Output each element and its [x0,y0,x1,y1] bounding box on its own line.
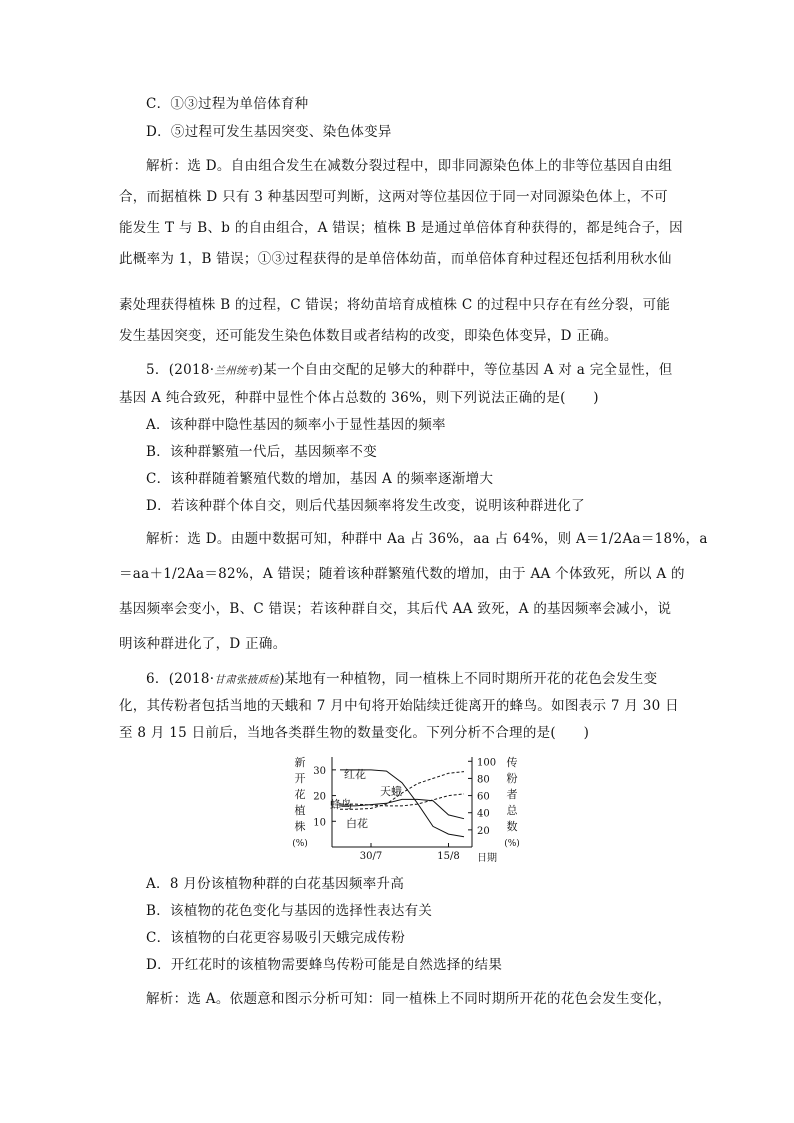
series-label-red-flower: 红花 [344,768,366,781]
analysis-line: 合，而据植株 D 只有 3 种基因型可判断，这两对等位基因位于同一对同源染色体上，不可 [119,189,668,205]
q4-option-c: C．①③过程为单倍体育种 [146,96,309,112]
population-chart [262,752,522,867]
q6-option-c: C．该植物的白花更容易吸引天蛾完成传粉 [146,930,406,946]
left-axis-label-char: 新 [294,756,306,769]
left-tick-label: 30 [313,765,326,777]
analysis-line: 素处理获得植株 B 的过程，C 错误；将幼苗培育成植株 C 的过程中只存在有丝分裂，可能 [119,297,671,313]
x-tick-label: 15/8 [437,851,460,862]
left-axis-label-char: 植 [294,804,306,817]
stem-text: )某一个自由交配的足够大的种群中，等位基因 A 对 a 完全显性，但 [257,362,673,378]
q6-stem [146,671,657,688]
right-tick-label: 20 [477,825,490,837]
left-axis-label-char: 花 [294,788,306,801]
q6-analysis: 解析：选 A。依题意和图示分析可知：同一植株上不同时期所开花的花色会发生变化， [146,991,672,1007]
analysis-line: ＝aa＋1/2Aa＝82%，A 错误；随着该种群繁殖代数的增加，由于 AA 个体致死，所以 A 的 [119,566,685,582]
series-label-hawkmoth: 天蛾 [380,785,402,798]
q6-stem-cont: 化，其传粉者包括当地的天蛾和 7 月中旬将开始陆续迁徙离开的蜂鸟。如图表示 7 月 30 日 [119,698,679,714]
analysis-line: 解析：选 D。自由组合发生在减数分裂过程中，即非同源染色体上的非等位基因自由组 [146,158,673,174]
series-line-白花 [340,799,464,818]
q5-option-d: D．若该种群个体自交，则后代基因频率将发生改变，说明该种群进化了 [146,498,585,514]
left-tick-label: 20 [313,791,326,803]
x-tick-label: 30/7 [359,851,383,862]
left-axis-label-char: (%) [292,839,308,849]
left-axis-label-char: 开 [294,772,306,785]
right-axis-label-char: 数 [506,820,518,833]
analysis-line: 此概率为 1，B 错误；①③过程获得的是单倍体幼苗，而单倍体育种过程还包括利用秋水仙 [119,251,672,267]
analysis-line: 发生基因突变，还可能发生染色体数目或者结构的改变，即染色体变异，D 正确。 [119,328,618,344]
right-axis-label [504,755,520,849]
q6-stem-cont: 至 8 月 15 日前后，当地各类群生物的数量变化。下列分析不合理的是( ) [119,725,590,741]
q5-option-a: A．该种群中隐性基因的频率小于显性基因的频率 [146,417,446,433]
series-label-white-flower: 白花 [346,817,368,830]
right-tick-label: 40 [477,808,490,820]
q6-option-d: D．开红花时的该植物需要蜂鸟传粉可能是自然选择的结果 [146,957,503,973]
analysis-line: 明该种群进化了，D 正确。 [119,636,287,652]
right-tick-label: 60 [477,791,490,803]
analysis-line: 解析：选 D。由题中数据可知，种群中 Aa 占 36%，aa 占 64%，则 A＝1/2Aa＝18%，a [146,531,708,547]
right-tick-label: 100 [477,757,497,769]
question-number: 6．(2018· [146,671,215,687]
series-labels [330,767,402,830]
question-source: 甘肃张掖质检 [214,674,280,686]
series-label-hummingbird: 蜂鸟 [330,798,352,811]
right-axis-label-char: 传 [506,756,518,769]
q5-option-c: C．该种群随着繁殖代数的增加，基因 A 的频率逐渐增大 [146,471,494,487]
x-axis-label: 日期 [477,853,497,864]
left-axis-label-char: 株 [294,820,306,833]
left-axis-label [292,756,308,849]
q5-option-b: B．该种群繁殖一代后，基因频率不变 [146,444,378,460]
right-tick-label: 80 [477,774,490,786]
q6-option-a: A．8 月份该植物种群的白花基因频率升高 [146,876,405,892]
right-axis-label-char: 总 [506,804,518,817]
right-axis-label-char: 者 [506,788,518,801]
q4-option-d: D．⑤过程可发生基因突变、染色体变异 [146,124,392,140]
right-axis-label-char: (%) [504,839,520,849]
left-tick-label: 10 [313,817,326,829]
stem-text: )某地有一种植物，同一植株上不同时期所开花的花色会发生变 [279,671,658,687]
q5-stem-cont: 基因 A 纯合致死，种群中显性个体占总数的 36%，则下列说法正确的是( ) [119,390,599,406]
q6-option-b: B．该植物的花色变化与基因的选择性表达有关 [146,903,433,919]
analysis-line: 能发生 T 与 B、b 的自由组合，A 错误；植株 B 是通过单倍体育种获得的，都是纯合子，因 [119,220,683,236]
question-number: 5．(2018· [146,362,215,378]
analysis-line: 基因频率会变小，B、C 错误；若该种群自交，其后代 AA 致死，A 的基因频率会减小，说 [119,601,672,617]
q5-stem [146,362,673,379]
question-source: 兰州统考 [214,365,258,377]
right-axis-label-char: 粉 [506,772,518,785]
